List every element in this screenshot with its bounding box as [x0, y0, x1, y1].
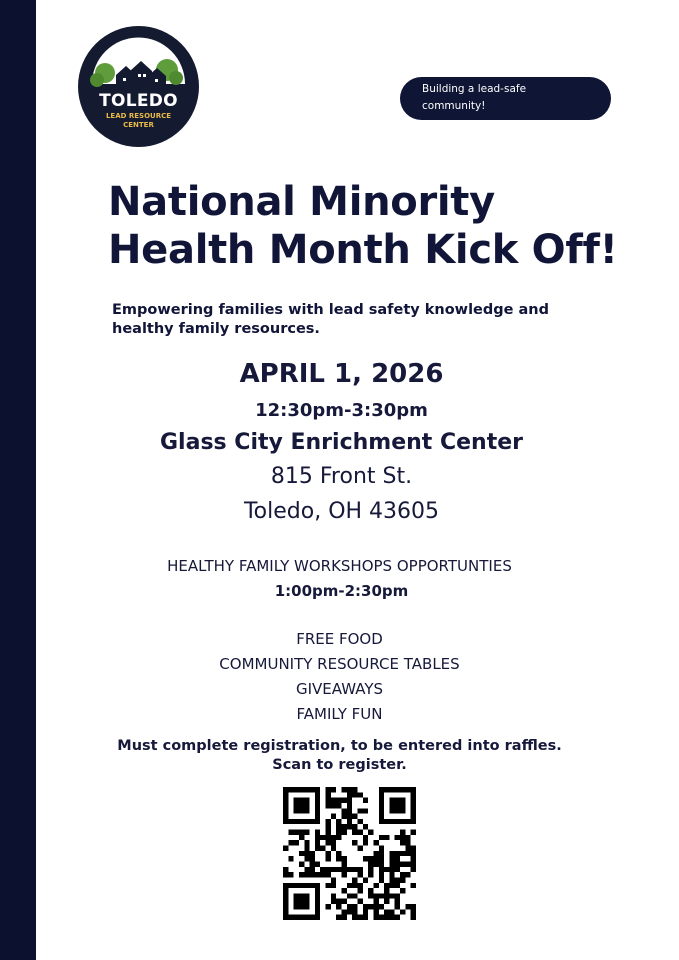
registration-note [0, 737, 679, 775]
event-title [108, 178, 648, 274]
event-venue: Glass City Enrichment Center [160, 430, 523, 455]
event-title-line2: Health Month Kick Off! [108, 227, 618, 273]
logo-subtitle-line1: LEAD RESOURCE [105, 112, 172, 120]
workshops-time: 1:00pm-2:30pm [274, 582, 409, 600]
event-date: APRIL 1, 2026 [239, 359, 444, 389]
event-subtitle-line1: Empowering families with lead safety knowledge and [112, 302, 550, 318]
event-subtitle-line2: healthy family resources. [112, 321, 320, 337]
venue-city-state-zip: Toledo, OH 43605 [243, 499, 440, 524]
registration-line1: Must complete registration, to be entered into raffles. [117, 738, 562, 754]
highlight-giveaways: GIVEAWAYS [295, 680, 384, 698]
logo-subtitle [78, 112, 199, 130]
highlight-family-fun: FAMILY FUN [296, 705, 383, 723]
tagline-line2: community! [422, 100, 486, 112]
registration-line2: Scan to register. [272, 757, 407, 773]
tagline-line1: Building a lead-safe [422, 83, 527, 95]
logo-title: TOLEDO [99, 91, 178, 111]
toledo-lead-resource-center-logo [78, 26, 199, 147]
event-time: 12:30pm-3:30pm [255, 400, 428, 421]
logo-subtitle-line2: CENTER [123, 121, 154, 129]
highlight-free-food: FREE FOOD [296, 630, 383, 648]
workshops-label: HEALTHY FAMILY WORKSHOPS OPPORTUNTIES [167, 557, 512, 575]
highlights-list [0, 627, 679, 727]
event-title-line1: National Minority [108, 179, 495, 225]
registration-qr-code-icon[interactable] [283, 787, 416, 920]
event-subtitle [112, 301, 632, 339]
highlight-resource-tables: COMMUNITY RESOURCE TABLES [219, 655, 460, 673]
tagline-badge [400, 77, 611, 120]
venue-street-address: 815 Front St. [270, 464, 413, 489]
